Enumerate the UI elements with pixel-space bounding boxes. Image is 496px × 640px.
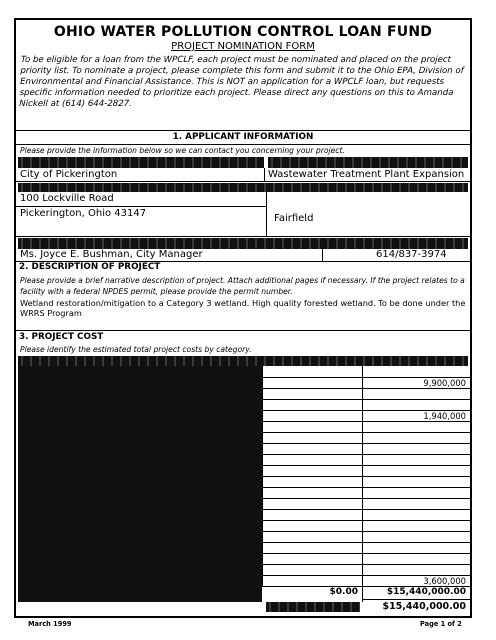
form-subtitle: PROJECT NOMINATION FORM: [171, 41, 315, 52]
footer-date: March 1999: [28, 620, 72, 628]
form-title: OHIO WATER POLLUTION CONTROL LOAN FUND: [53, 24, 433, 40]
subtotal-right: $15,440,000.00: [386, 587, 466, 597]
label-bar-contact: [18, 238, 468, 249]
divider: [16, 130, 470, 131]
cost-row-divider: [262, 564, 470, 565]
cost-amount-cell[interactable]: 1,940,000: [423, 411, 466, 421]
cost-row-divider: [262, 432, 470, 433]
section3-heading: 3. PROJECT COST: [19, 332, 104, 342]
cost-row-divider: [262, 531, 470, 532]
section3-instructions: Please identify the estimated total project costs by category.: [20, 345, 252, 354]
cost-table-header: [18, 356, 468, 366]
label-bar-applicant: [18, 157, 264, 168]
divider: [16, 144, 470, 145]
divider: [16, 330, 470, 331]
cost-row-divider: [262, 465, 470, 466]
section1-heading: 1. APPLICANT INFORMATION: [172, 132, 314, 142]
label-bar-project: [268, 157, 468, 168]
section2-heading: 2. DESCRIPTION OF PROJECT: [19, 262, 161, 272]
cost-amount-cell[interactable]: 3,600,000: [423, 576, 466, 586]
label-bar-address: [18, 183, 468, 192]
address-line2-field[interactable]: Pickerington, Ohio 43147: [20, 208, 147, 219]
total-label-bar: [266, 602, 360, 612]
phone-field[interactable]: 614/837-3974: [376, 249, 447, 260]
divider: [16, 206, 266, 207]
cost-row-divider: [262, 553, 470, 554]
project-description-field[interactable]: Wetland restoration/mitigation to a Category 3 wetland. High quality forested wetland. To be done under the WRRS Program: [20, 298, 466, 318]
cost-row-divider: [262, 498, 470, 499]
cost-row-divider: [262, 542, 470, 543]
subtotal-left: $0.00: [329, 587, 358, 597]
cost-row-divider: [262, 443, 470, 444]
address-line1-field[interactable]: 100 Lockville Road: [20, 193, 114, 204]
section1-instructions: Please provide the information below so we can contact you concerning your project.: [20, 146, 345, 155]
footer-page-number: Page 1 of 2: [420, 620, 462, 628]
divider: [266, 192, 267, 237]
applicant-field[interactable]: City of Pickerington: [20, 169, 118, 180]
cost-row-divider: [262, 476, 470, 477]
cost-row-divider: [262, 509, 470, 510]
divider: [264, 168, 265, 181]
divider: [362, 599, 470, 600]
grand-total: $15,440,000.00: [382, 601, 466, 612]
divider: [16, 181, 470, 182]
cost-table-rows: [16, 366, 470, 586]
cost-row-divider: [262, 421, 470, 422]
divider: [322, 249, 323, 261]
cost-row-divider: [262, 487, 470, 488]
nomination-form: [14, 18, 472, 618]
cost-row-divider: [262, 388, 470, 389]
contact-field[interactable]: Ms. Joyce E. Bushman, City Manager: [20, 249, 203, 260]
cost-amount-cell[interactable]: 9,900,000: [423, 378, 466, 388]
cost-row-divider: [262, 399, 470, 400]
cost-row-divider: [262, 520, 470, 521]
intro-paragraph: To be eligible for a loan from the WPCLF, each project must be nominated and placed on the project priority list. To nominate a project, please complete this form and submit it to the Ohio EPA, Division of Environmental and Financial Assistance. This is NOT an application for a WPCLF loan, but requests specific information needed to prioritize each project. Please direct any questions on this to Amanda Nickell at (614) 644-2827.: [19, 55, 464, 109]
cost-row-divider: [262, 454, 470, 455]
divider: [16, 236, 470, 237]
county-field[interactable]: Fairfield: [274, 213, 314, 224]
section2-instructions: Please provide a brief narrative description of project. Attach additional pages if necessary. If the project relates to a facility with a federal NPDES permit, please provide the permit number.: [20, 276, 465, 296]
project-name-field[interactable]: Wastewater Treatment Plant Expansion: [268, 169, 465, 180]
